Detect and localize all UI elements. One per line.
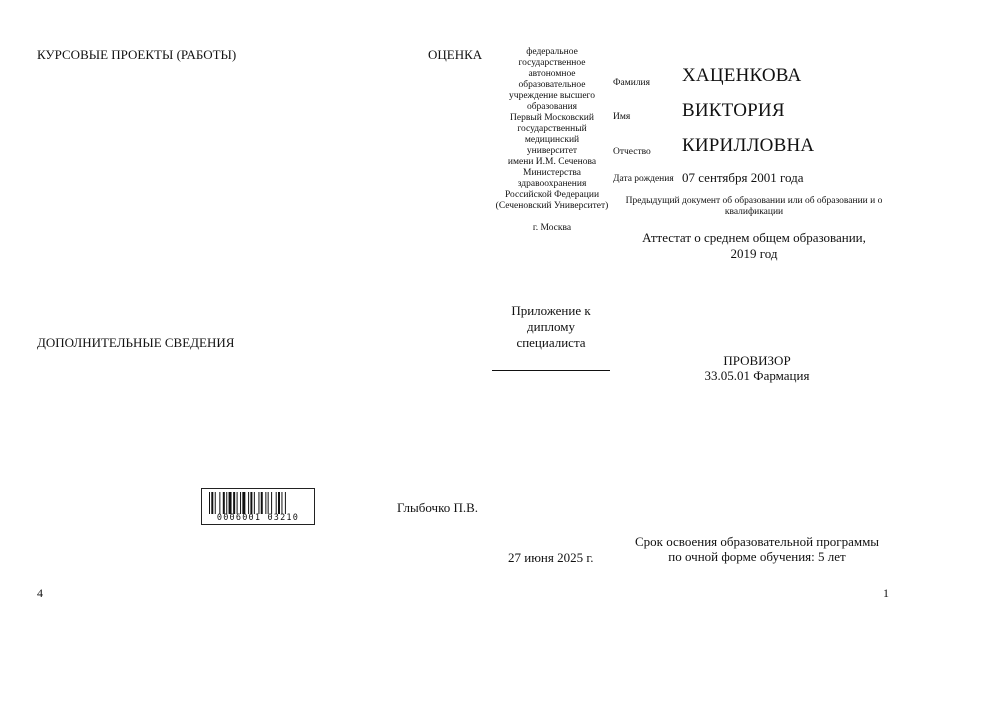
name-label: Имя — [613, 112, 631, 122]
study-term-line: Срок освоения образовательной программы — [634, 534, 880, 549]
additional-info-title: ДОПОЛНИТЕЛЬНЫЕ СВЕДЕНИЯ — [37, 335, 235, 350]
previous-document-label: Предыдущий документ об образовании или об образовании и о квалификации — [625, 196, 883, 217]
city: г. Москва — [532, 223, 572, 233]
appendix-underline — [492, 370, 610, 371]
institution-line: образовательное — [518, 80, 586, 90]
appendix-caption — [490, 303, 612, 351]
patronymic-value: КИРИЛЛОВНА — [682, 135, 815, 156]
institution-line: Первый Московский — [510, 113, 594, 123]
institution-line: государственное — [518, 58, 586, 68]
page-number-right: 1 — [883, 586, 889, 600]
institution-line: образования — [526, 102, 578, 112]
institution-line: (Сеченовский Университет) — [495, 201, 609, 211]
barcode-number: 0006001 03210 — [216, 513, 300, 523]
issue-date: 27 июня 2025 г. — [508, 550, 594, 565]
institution-line: федеральное — [526, 47, 578, 57]
study-term-line: по очной форме обучения: 5 лет — [668, 549, 846, 564]
institution-line: здравоохранения — [517, 179, 587, 189]
signatory-name: Глыбочко П.В. — [397, 500, 479, 515]
specialty: 33.05.01 Фармация — [704, 368, 810, 383]
barcode — [201, 488, 315, 525]
institution-line: медицинский — [524, 135, 580, 145]
previous-document-line: 2019 год — [730, 246, 778, 261]
previous-document-line: Аттестат о среднем общем образовании, — [642, 230, 866, 245]
institution-line: университет — [526, 146, 578, 156]
institution-line: учреждение высшего — [509, 91, 595, 101]
name-value: ВИКТОРИЯ — [682, 100, 785, 121]
appendix-line: диплому — [527, 319, 575, 334]
page-number-left: 4 — [37, 586, 43, 600]
study-term — [624, 534, 890, 564]
patronymic-label: Отчество — [613, 147, 651, 157]
institution-line: государственный — [517, 124, 587, 134]
institution-line: Министерства — [523, 168, 581, 178]
barcode-bars-icon — [209, 492, 309, 514]
birth-date-value: 07 сентября 2001 года — [682, 170, 804, 185]
previous-document-value — [612, 230, 896, 262]
birth-date-label: Дата рождения — [613, 174, 674, 184]
surname-value: ХАЦЕНКОВА — [682, 65, 802, 86]
coursework-title: КУРСОВЫЕ ПРОЕКТЫ (РАБОТЫ) — [37, 47, 237, 62]
grade-header: ОЦЕНКА — [428, 47, 483, 62]
appendix-line: специалиста — [516, 335, 586, 350]
appendix-line: Приложение к — [511, 303, 591, 318]
qualification: ПРОВИЗОР — [723, 353, 791, 368]
institution-block — [490, 47, 614, 234]
institution-line: имени И.М. Сеченова — [507, 157, 597, 167]
institution-line: Российской Федерации — [504, 190, 600, 200]
qualification-block — [612, 353, 902, 383]
institution-line: автономное — [528, 69, 576, 79]
surname-label: Фамилия — [613, 78, 651, 88]
